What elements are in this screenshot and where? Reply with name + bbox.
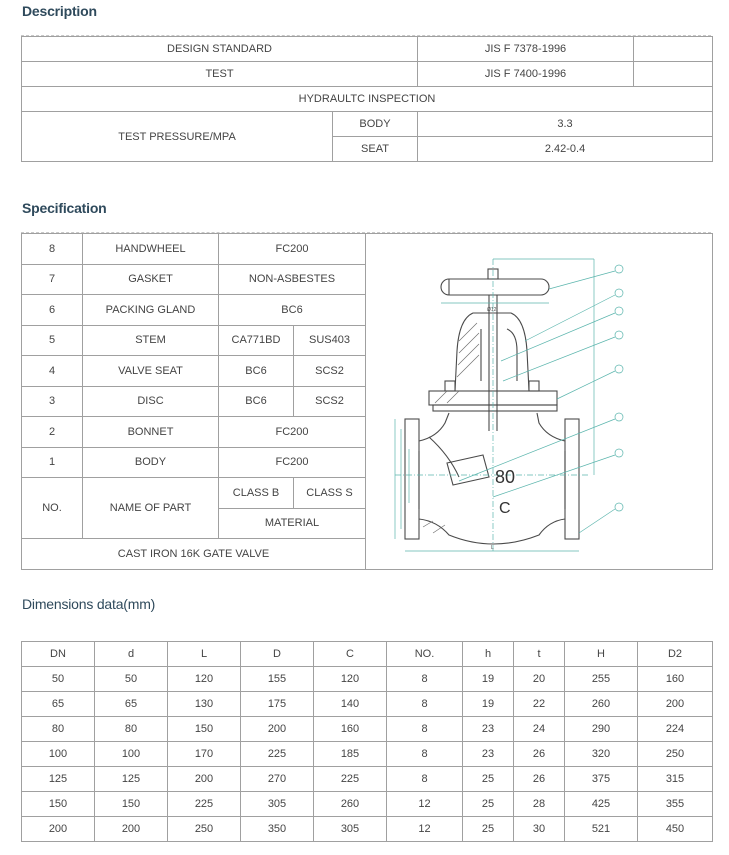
cell-d-outer: 270: [241, 767, 314, 792]
cell-d-outer: 225: [241, 742, 314, 767]
cell-no: 8: [387, 667, 463, 692]
table-row: [22, 234, 713, 265]
cell-c: 185: [314, 742, 387, 767]
valve-type-footer: CAST IRON 16K GATE VALVE: [22, 539, 366, 570]
class-marking: C: [499, 500, 511, 518]
cell-t: 30: [514, 817, 565, 842]
cell-dn: 65: [22, 692, 95, 717]
cell-d2: 160: [638, 667, 713, 692]
cell-height: 320: [565, 742, 638, 767]
cell-d-outer: 175: [241, 692, 314, 717]
cell-d-outer: 305: [241, 792, 314, 817]
table-row: [22, 717, 713, 742]
table-row: [22, 792, 713, 817]
cell-height: 425: [565, 792, 638, 817]
part-material: FC200: [219, 447, 366, 478]
header-class-b: CLASS B: [219, 478, 294, 509]
column-header-no: NO.: [387, 642, 463, 667]
cell-l: 200: [168, 767, 241, 792]
column-header-t: t: [514, 642, 565, 667]
part-name: PACKING GLAND: [83, 295, 219, 326]
cell-no: 8: [387, 767, 463, 792]
cell-t: 28: [514, 792, 565, 817]
cell-d: 100: [95, 742, 168, 767]
cell-c: 260: [314, 792, 387, 817]
part-no: 2: [22, 417, 83, 448]
valve-drawing-cell: [366, 234, 713, 570]
cell-d2: 315: [638, 767, 713, 792]
part-no: 6: [22, 295, 83, 326]
part-material: BC6: [219, 295, 366, 326]
cell-l: 120: [168, 667, 241, 692]
description-table: [21, 36, 713, 162]
part-no: 1: [22, 447, 83, 478]
cell-l: 225: [168, 792, 241, 817]
cell-dn: 125: [22, 767, 95, 792]
part-name: STEM: [83, 325, 219, 356]
cell-d: 125: [95, 767, 168, 792]
cell-d2: 200: [638, 692, 713, 717]
column-header-l: L: [168, 642, 241, 667]
cell-h: 25: [463, 767, 514, 792]
part-class-b: BC6: [219, 356, 294, 387]
size-marking: 80: [495, 467, 516, 488]
table-row: [22, 817, 713, 842]
part-name: VALVE SEAT: [83, 356, 219, 387]
body-pressure-value: 3.3: [418, 112, 713, 137]
cell-dn: 150: [22, 792, 95, 817]
cell-t: 26: [514, 767, 565, 792]
cell-c: 120: [314, 667, 387, 692]
part-class-s: SUS403: [294, 325, 366, 356]
dimensions-heading: Dimensions data(mm): [22, 596, 156, 612]
length-dimension: L: [491, 545, 494, 552]
part-no: 8: [22, 234, 83, 265]
cell-no: 8: [387, 742, 463, 767]
part-no: 5: [22, 325, 83, 356]
part-material: NON-ASBESTES: [219, 264, 366, 295]
column-header-d-outer: D: [241, 642, 314, 667]
cell-no: 12: [387, 792, 463, 817]
cell-c: 140: [314, 692, 387, 717]
specification-table: [21, 233, 713, 570]
cell-height: 260: [565, 692, 638, 717]
description-heading: Description: [22, 3, 97, 19]
cell-h: 23: [463, 717, 514, 742]
seat-label: SEAT: [333, 137, 418, 162]
part-material: FC200: [219, 234, 366, 265]
cell-d: 65: [95, 692, 168, 717]
cell-c: 225: [314, 767, 387, 792]
handwheel-dimension: Ø12: [487, 307, 497, 314]
seat-pressure-value: 2.42-0.4: [418, 137, 713, 162]
cell-h: 23: [463, 742, 514, 767]
column-header-c: C: [314, 642, 387, 667]
table-row: [22, 767, 713, 792]
cell-h: 19: [463, 667, 514, 692]
cell-t: 22: [514, 692, 565, 717]
cell-d-outer: 155: [241, 667, 314, 692]
column-header-d: d: [95, 642, 168, 667]
cell-d2: 355: [638, 792, 713, 817]
cell-d-outer: 350: [241, 817, 314, 842]
part-name: GASKET: [83, 264, 219, 295]
column-header-h: h: [463, 642, 514, 667]
part-class-b: CA771BD: [219, 325, 294, 356]
column-header-height: H: [565, 642, 638, 667]
table-row: [22, 112, 713, 137]
design-standard-extra: [634, 37, 713, 62]
cell-height: 375: [565, 767, 638, 792]
table-header-row: [22, 642, 713, 667]
cell-dn: 100: [22, 742, 95, 767]
cell-d: 50: [95, 667, 168, 692]
cell-height: 290: [565, 717, 638, 742]
header-class-s: CLASS S: [294, 478, 366, 509]
header-no: NO.: [22, 478, 83, 539]
specification-heading: Specification: [22, 200, 107, 216]
test-value: JIS F 7400-1996: [418, 62, 634, 87]
header-name-of-part: NAME OF PART: [83, 478, 219, 539]
part-no: 7: [22, 264, 83, 295]
cell-dn: 200: [22, 817, 95, 842]
cell-d2: 450: [638, 817, 713, 842]
part-no: 4: [22, 356, 83, 387]
cell-l: 250: [168, 817, 241, 842]
design-standard-value: JIS F 7378-1996: [418, 37, 634, 62]
part-class-b: BC6: [219, 386, 294, 417]
part-name: HANDWHEEL: [83, 234, 219, 265]
column-header-dn: DN: [22, 642, 95, 667]
test-label: TEST: [22, 62, 418, 87]
cell-d2: 224: [638, 717, 713, 742]
design-standard-label: DESIGN STANDARD: [22, 37, 418, 62]
table-row: [22, 742, 713, 767]
cell-no: 12: [387, 817, 463, 842]
cell-t: 24: [514, 717, 565, 742]
table-row: [22, 62, 713, 87]
table-row: [22, 37, 713, 62]
cell-l: 170: [168, 742, 241, 767]
cell-d-outer: 200: [241, 717, 314, 742]
cell-c: 305: [314, 817, 387, 842]
cell-d: 200: [95, 817, 168, 842]
cell-h: 25: [463, 792, 514, 817]
cell-t: 26: [514, 742, 565, 767]
cell-d: 150: [95, 792, 168, 817]
valve-drawing: [389, 241, 689, 561]
cell-height: 255: [565, 667, 638, 692]
part-no: 3: [22, 386, 83, 417]
cell-h: 25: [463, 817, 514, 842]
test-extra: [634, 62, 713, 87]
part-name: BONNET: [83, 417, 219, 448]
cell-l: 130: [168, 692, 241, 717]
part-class-s: SCS2: [294, 386, 366, 417]
part-class-s: SCS2: [294, 356, 366, 387]
inspection-label: HYDRAULTC INSPECTION: [22, 87, 713, 112]
cell-d: 80: [95, 717, 168, 742]
table-row: [22, 87, 713, 112]
test-pressure-label: TEST PRESSURE/MPA: [22, 112, 333, 162]
cell-h: 19: [463, 692, 514, 717]
part-material: FC200: [219, 417, 366, 448]
cell-l: 150: [168, 717, 241, 742]
cell-no: 8: [387, 717, 463, 742]
part-name: DISC: [83, 386, 219, 417]
part-name: BODY: [83, 447, 219, 478]
cell-no: 8: [387, 692, 463, 717]
cell-height: 521: [565, 817, 638, 842]
column-header-d2: D2: [638, 642, 713, 667]
table-row: [22, 692, 713, 717]
cell-dn: 80: [22, 717, 95, 742]
cell-t: 20: [514, 667, 565, 692]
cell-d2: 250: [638, 742, 713, 767]
header-material: MATERIAL: [219, 508, 366, 539]
cell-c: 160: [314, 717, 387, 742]
dimensions-table: [21, 641, 713, 842]
table-row: [22, 667, 713, 692]
cell-dn: 50: [22, 667, 95, 692]
body-label: BODY: [333, 112, 418, 137]
